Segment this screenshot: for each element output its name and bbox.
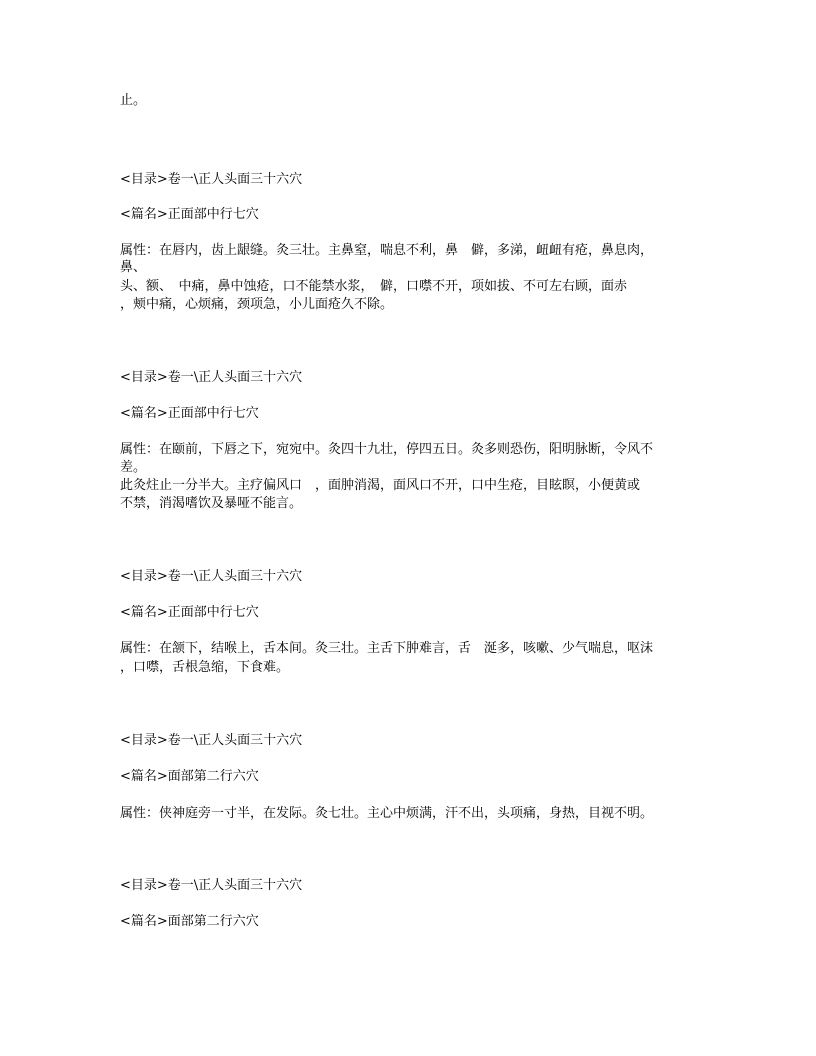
- catalog-heading: <目录>卷一\正人头面三十六穴: [120, 172, 303, 187]
- body-line: 不禁，消渴嗜饮及暴哑不能言。: [120, 496, 303, 511]
- body-line: 属性：在颔下，结喉上，舌本间。灸三壮。主舌下肿难言，舌 涎多，咳嗽、少气喘息，呕沫: [120, 641, 654, 656]
- body-line: 鼻、: [120, 260, 147, 275]
- body-line: ，颊中痛，心烦痛，颈项急，小儿面疮久不除。: [120, 297, 394, 312]
- catalog-heading: <目录>卷一\正人头面三十六穴: [120, 569, 303, 584]
- chapter-heading: <篇名>正面部中行七穴: [120, 207, 259, 222]
- body-line: 属性：侠神庭旁一寸半，在发际。灸七壮。主心中烦满，汗不出，头项痛，身热，目视不明。: [120, 806, 654, 821]
- chapter-heading: <篇名>面部第二行六穴: [120, 769, 259, 784]
- body-line: 差。: [120, 460, 147, 475]
- body-line: 此灸炷止一分半大。主疗偏风口 ，面肿消渴，面风口不开，口中生疮，目眩瞑，小便黄或: [120, 478, 641, 493]
- body-line: 属性：在颐前，下唇之下，宛宛中。灸四十九壮，停四五日。灸多则恐伤，阳明脉断，令风不: [120, 442, 654, 457]
- chapter-heading: <篇名>正面部中行七穴: [120, 605, 259, 620]
- catalog-heading: <目录>卷一\正人头面三十六穴: [120, 733, 303, 748]
- chapter-heading: <篇名>面部第二行六穴: [120, 914, 259, 929]
- body-line: 属性：在唇内，齿上龈缝。灸三壮。主鼻窒，喘息不利，鼻 僻，多涕，衄衄有疮，鼻息肉，: [120, 243, 654, 258]
- catalog-heading: <目录>卷一\正人头面三十六穴: [120, 878, 303, 893]
- body-line: 头、额、 中痛，鼻中蚀疮，口不能禁水浆， 僻，口噤不开，项如拔、不可左右顾，面赤: [120, 279, 628, 294]
- body-line: ，口噤，舌根急缩，下食难。: [120, 660, 290, 675]
- chapter-heading: <篇名>正面部中行七穴: [120, 406, 259, 421]
- catalog-heading: <目录>卷一\正人头面三十六穴: [120, 370, 303, 385]
- continuation-text: 止。: [120, 93, 147, 108]
